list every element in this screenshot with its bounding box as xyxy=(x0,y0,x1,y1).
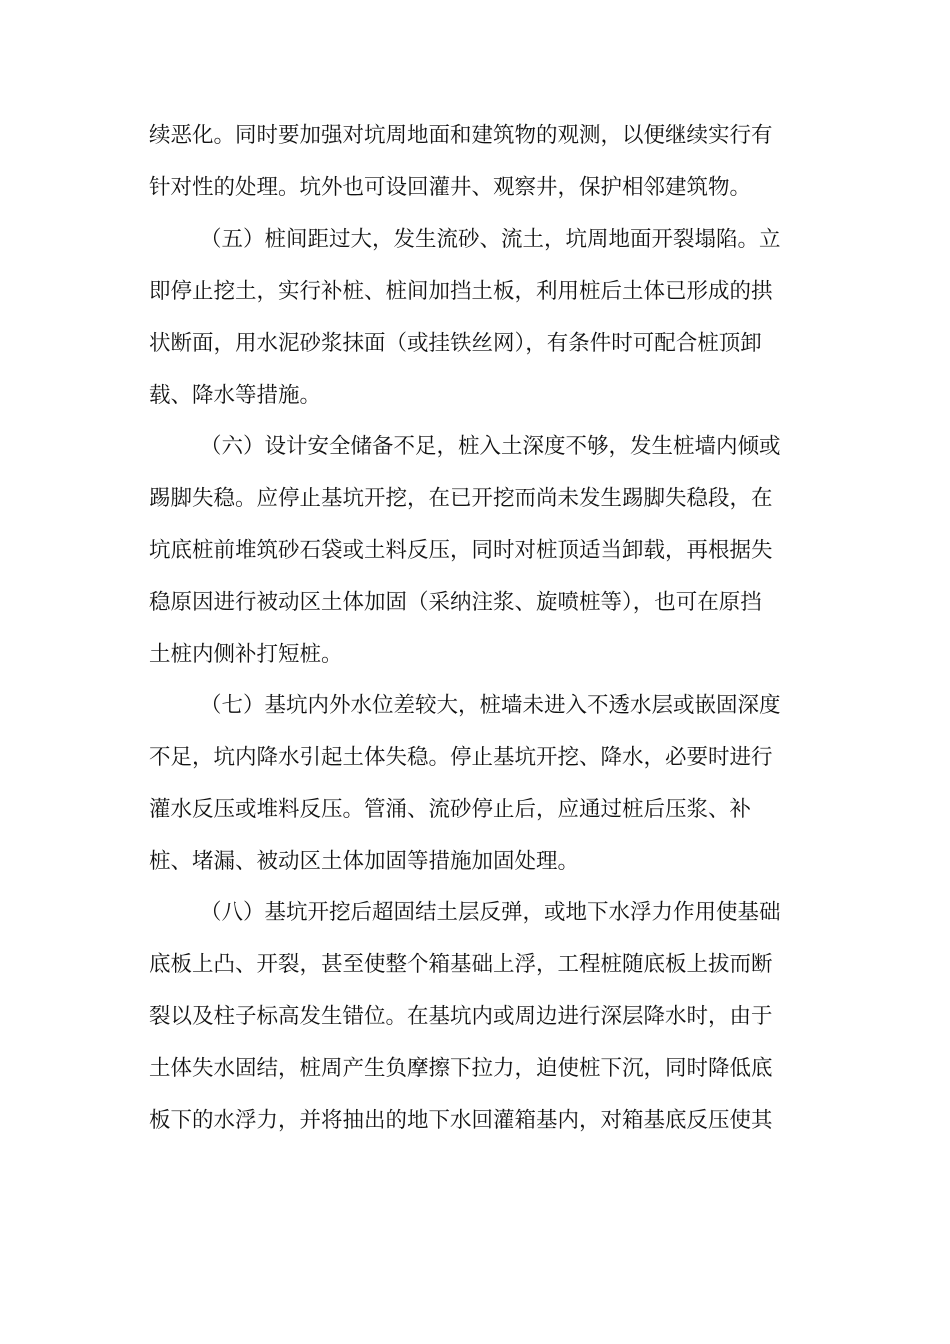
text-line-1: 续恶化。同时要加强对坑周地面和建筑物的观测，以便继续实行有 xyxy=(149,123,773,148)
text-line-7: （六）设计安全储备不足，桩入土深度不够，发生桩墙内倾或 xyxy=(200,434,781,459)
text-line-13: 不足，坑内降水引起土体失稳。停止基坑开挖、降水，必要时进行 xyxy=(149,745,773,770)
text-line-2: 针对性的处理。坑外也可设回灌井、观察井，保护相邻建筑物。 xyxy=(149,175,752,200)
text-line-9: 坑底桩前堆筑砂石袋或土料反压，同时对桩顶适当卸载，再根据失 xyxy=(149,538,773,563)
text-line-10: 稳原因进行被动区土体加固（采纳注浆、旋喷桩等），也可在原挡 xyxy=(149,590,762,615)
text-line-20: 板下的水浮力，并将抽出的地下水回灌箱基内，对箱基底反压使其 xyxy=(149,1108,773,1133)
text-line-8: 踢脚失稳。应停止基坑开挖，在已开挖而尚未发生踢脚失稳段，在 xyxy=(149,486,773,511)
text-line-12: （七）基坑内外水位差较大，桩墙未进入不透水层或嵌固深度 xyxy=(200,693,781,718)
text-line-15: 桩、堵漏、被动区土体加固等措施加固处理。 xyxy=(149,849,580,874)
text-line-4: 即停止挖土，实行补桩、桩间加挡土板，利用桩后土体已形成的拱 xyxy=(149,279,773,304)
text-line-14: 灌水反压或堆料反压。管涌、流砂停止后，应通过桩后压浆、补 xyxy=(149,797,752,822)
text-line-6: 载、降水等措施。 xyxy=(149,383,322,408)
text-line-11: 土桩内侧补打短桩。 xyxy=(149,642,343,667)
text-line-18: 裂以及柱子标高发生错位。在基坑内或周边进行深层降水时，由于 xyxy=(149,1004,773,1029)
text-line-16: （八）基坑开挖后超固结土层反弹，或地下水浮力作用使基础 xyxy=(200,900,781,925)
text-line-17: 底板上凸、开裂，甚至使整个箱基础上浮，工程桩随底板上拔而断 xyxy=(149,952,773,977)
text-line-19: 土体失水固结，桩周产生负摩擦下拉力，迫使桩下沉，同时降低底 xyxy=(149,1056,773,1081)
text-line-3: （五）桩间距过大，发生流砂、流土，坑周地面开裂塌陷。立 xyxy=(200,227,781,252)
text-line-5: 状断面，用水泥砂浆抹面（或挂铁丝网），有条件时可配合桩顶卸 xyxy=(149,331,762,356)
